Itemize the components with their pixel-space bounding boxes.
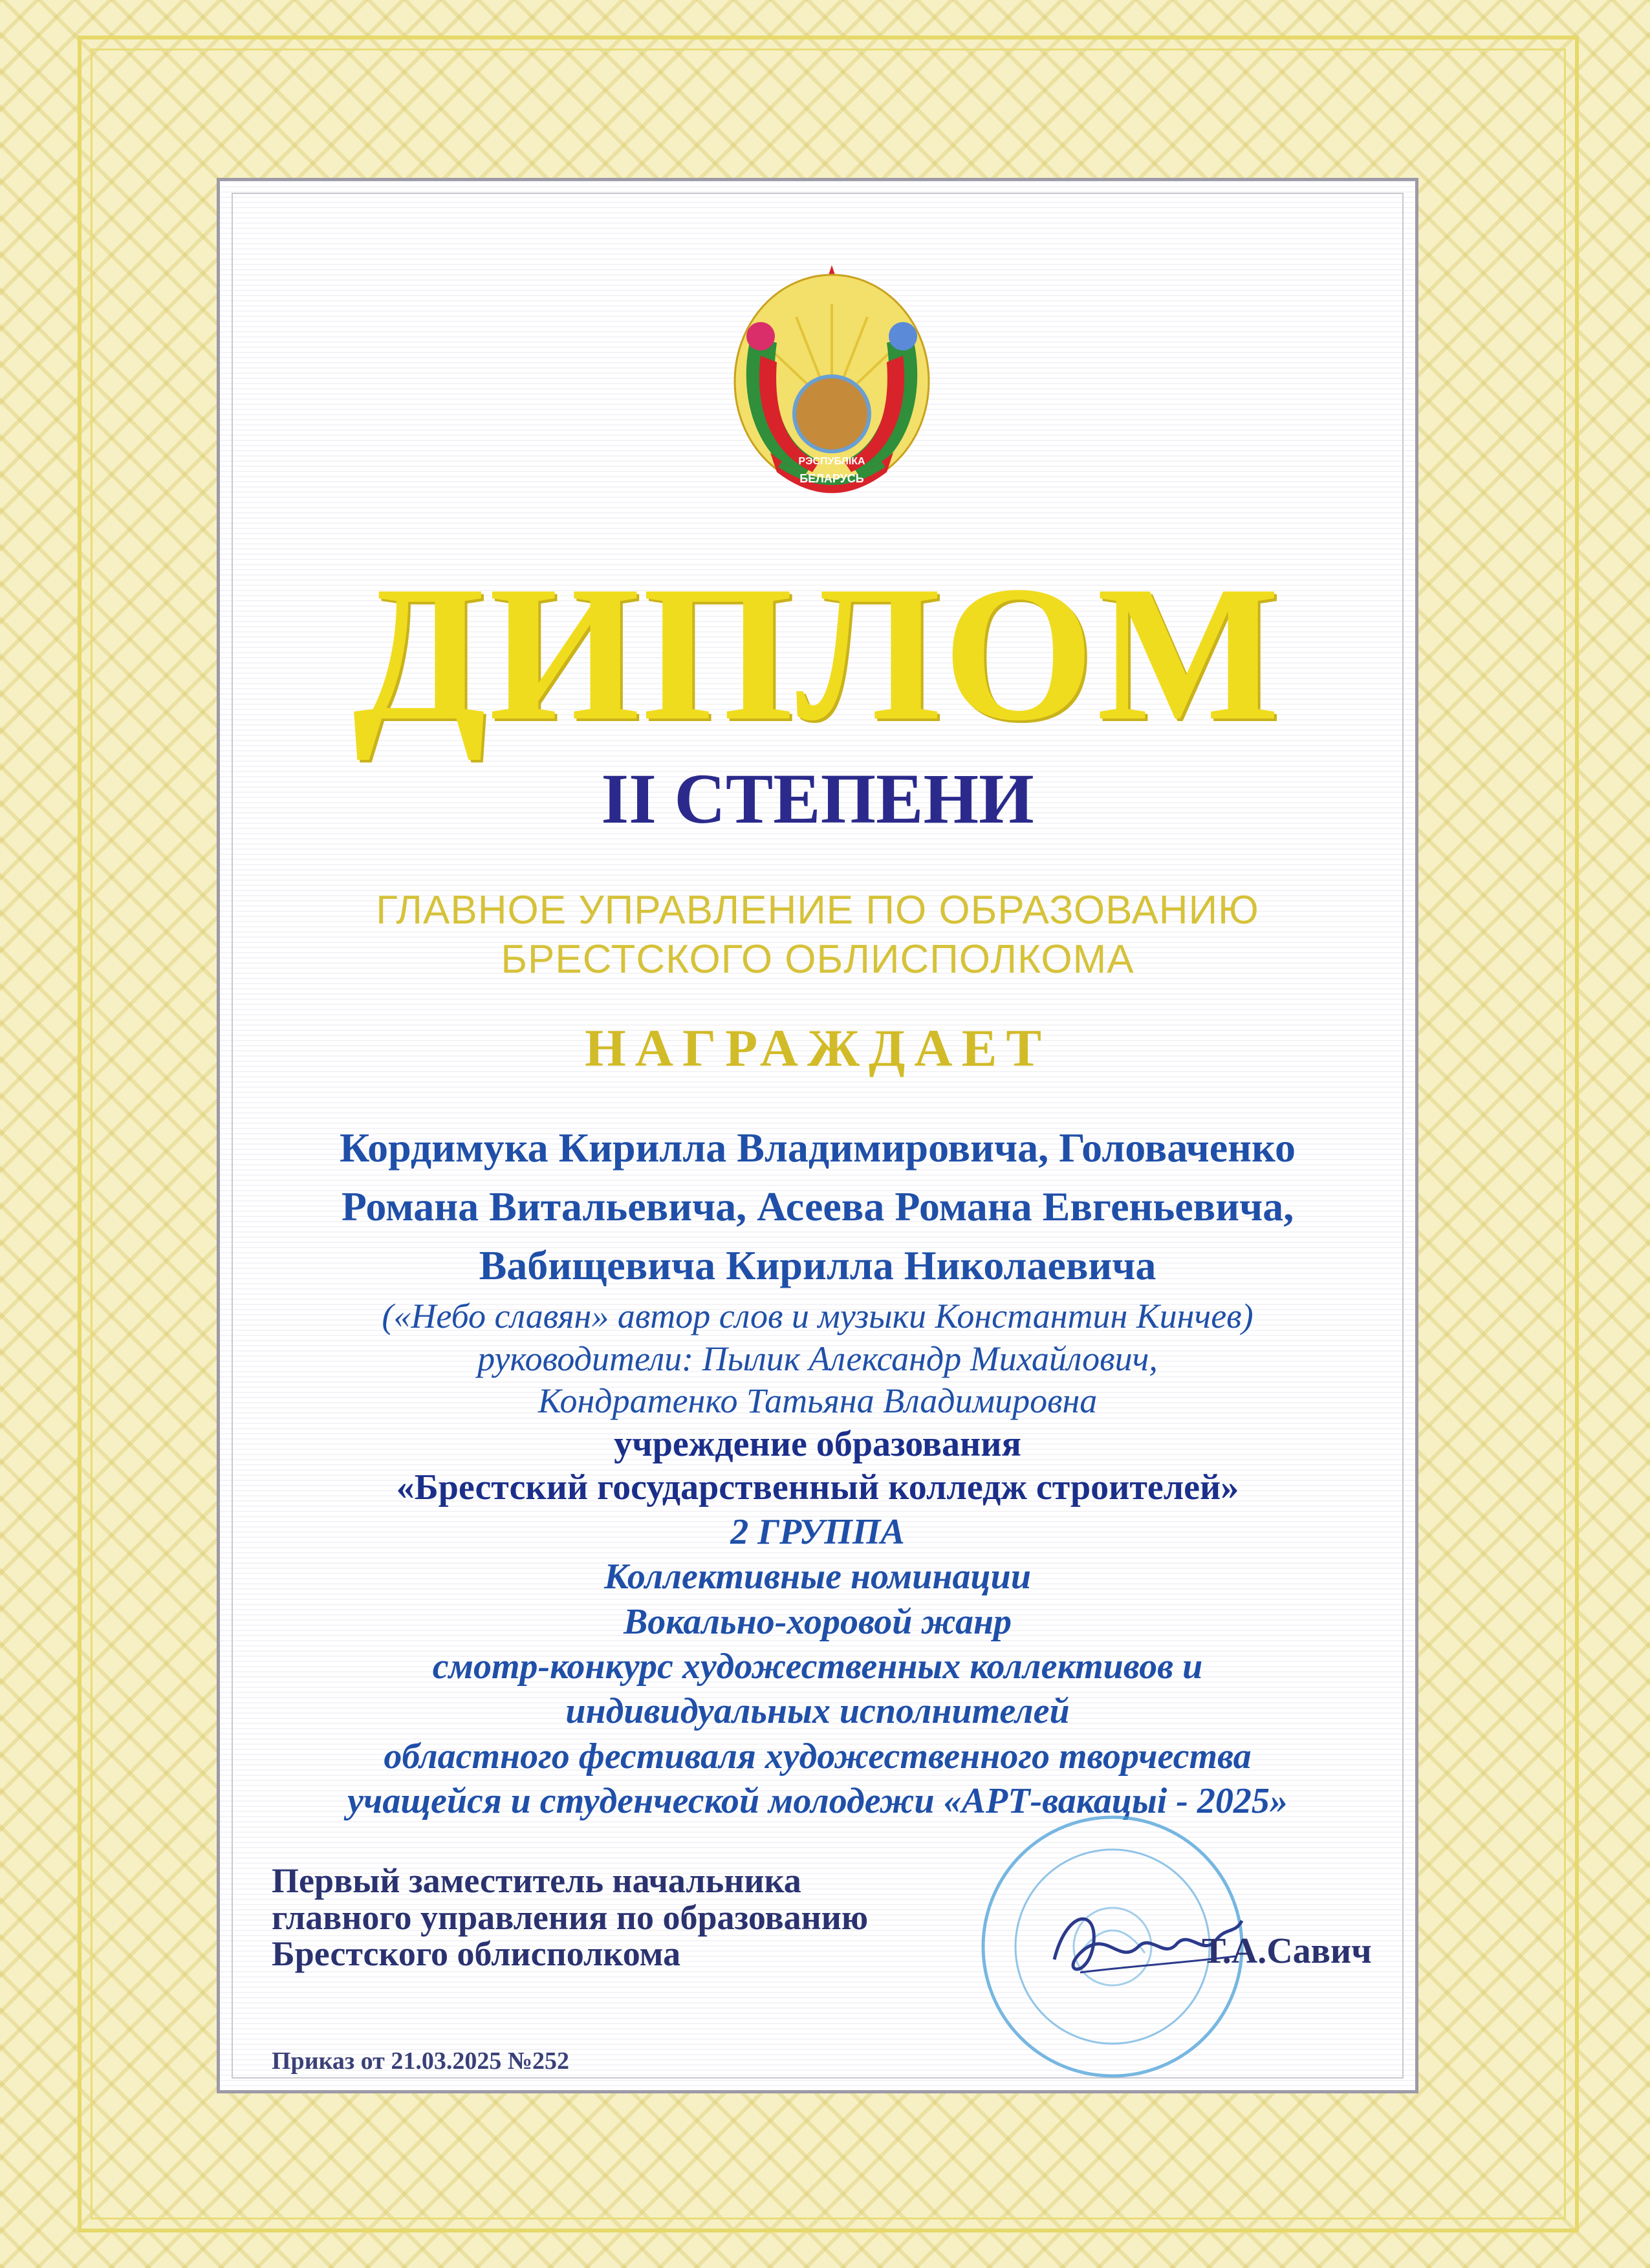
signer-name: Т.А.Савич (1202, 1931, 1372, 1971)
awards-label: НАГРАЖДАЕТ (584, 1019, 1051, 1077)
recipients-block (217, 1119, 1418, 1824)
diploma-degree: II СТЕПЕНИ (601, 759, 1034, 838)
diploma-title: ДИПЛОМ (353, 546, 1283, 761)
belarus-state-emblem-icon (725, 259, 939, 504)
order-reference: Приказ от 21.03.2025 №252 (272, 2047, 570, 2075)
recipients-line-3: Вабищевича Кирилла Николаевича (479, 1242, 1156, 1288)
signer-position (272, 1863, 868, 1972)
organization-line-2: БРЕСТСКОГО ОБЛИСПОЛКОМА (501, 936, 1134, 982)
institution-name: «Брестский государственный колледж строителей» (396, 1467, 1239, 1508)
signer-position-line-1: Первый заместитель начальника (272, 1861, 801, 1900)
contest-line-1: смотр-конкурс художественных коллективов и (432, 1646, 1203, 1687)
signer-position-line-3: Брестского облисполкома (272, 1934, 681, 1974)
institution-type: учреждение образования (614, 1424, 1021, 1465)
organization-line-1: ГЛАВНОЕ УПРАВЛЕНИЕ ПО ОБРАЗОВАНИЮ (376, 888, 1259, 933)
festival-line-1: областного фестиваля художественного творчества (384, 1736, 1252, 1777)
awarding-organization (217, 886, 1418, 984)
festival-line-2: учащейся и студенческой молодежи «АРТ-вакацыі - 2025» (347, 1781, 1288, 1822)
leaders-line-2: Кондратенко Татьяна Владимировна (537, 1381, 1098, 1421)
group-label: 2 ГРУППА (730, 1511, 905, 1552)
emblem-ribbon-text-1: РЭСПУБЛІКА (798, 456, 865, 467)
contest-line-2: индивидуальных исполнителей (565, 1691, 1070, 1732)
recipients-line-1: Кордимука Кирилла Владимировича, Головаченко (339, 1125, 1296, 1171)
recipients-line-2: Романа Витальевича, Асеева Романа Евгеньевича, (341, 1183, 1294, 1229)
signer-position-line-2: главного управления по образованию (272, 1897, 869, 1937)
genre-label: Вокально-хоровой жанр (623, 1601, 1012, 1642)
song-credit: («Небо славян» автор слов и музыки Константин Кинчев) (382, 1296, 1254, 1335)
emblem-ribbon-text-2: БЕЛАРУСЬ (799, 472, 864, 485)
nomination-label: Коллективные номинации (604, 1557, 1031, 1597)
leaders-line-1: руководители: Пылик Александр Михайлович, (477, 1339, 1158, 1378)
